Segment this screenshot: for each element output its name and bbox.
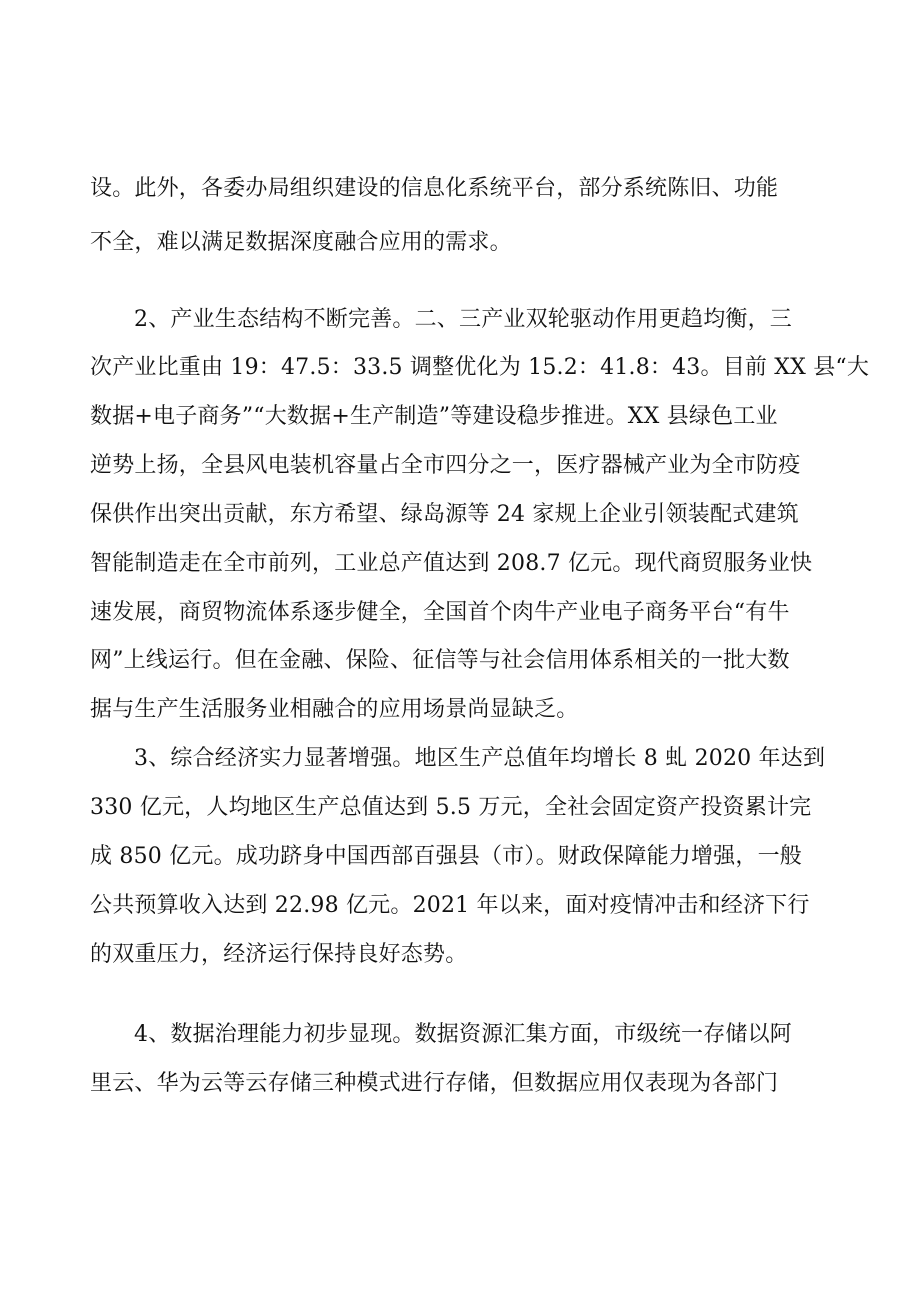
text-line: 设。此外，各委办局组织建设的信息化系统平台，部分系统陈旧、功能 [90,176,779,201]
paragraph-3-start: 3、综合经济实力显著增强。地区生产总值年均增长 8 虬 2020 年达到 [134,746,826,771]
text-line: 里云、华为云等云存储三种模式进行存储，但数据应用仅表现为各部门 [90,1071,779,1096]
text-line: 网”上线运行。但在金融、保险、征信等与社会信用体系相关的一批大数 [90,648,790,673]
text-line: 逆势上扬，全县风电装机容量占全市四分之一，医疗器械产业为全市防疫 [90,453,801,478]
paragraph-4-start: 4、数据治理能力初步显现。数据资源汇集方面，市级统一存储以阿 [134,1022,792,1047]
paragraph-2-start: 2、产业生态结构不断完善。二、三产业双轮驱动作用更趋均衡，三 [134,307,792,332]
text-line: 公共预算收入达到 22.98 亿元。2021 年以来，面对疫情冲击和经济下行 [90,893,810,918]
text-line: 330 亿元，人均地区生产总值达到 5.5 万元，全社会固定资产投资累计完 [90,795,812,820]
text-line: 不全，难以满足数据深度融合应用的需求。 [90,230,512,255]
text-line: 速发展，商贸物流体系逐步健全，全国首个肉牛产业电子商务平台“有牛 [90,600,790,625]
text-line: 智能制造走在全市前列，工业总产值达到 208.7 亿元。现代商贸服务业快 [90,551,813,576]
text-line: 的双重压力，经济运行保持良好态势。 [90,942,468,967]
text-line: 保供作出突出贡献，东方希望、绿岛源等 24 家规上企业引领装配式建筑 [90,502,799,527]
text-line: 据与生产生活服务业相融合的应用场景尚显缺乏。 [90,697,579,722]
text-line: 数据+电子商务”“大数据+生产制造”等建设稳步推进。XX 县绿色工业 [90,404,778,429]
text-line: 成 850 亿元。成功跻身中国西部百强县（市）。财政保障能力增强，一般 [90,844,802,869]
text-line: 次产业比重由 19：47.5：33.5 调整优化为 15.2：41.8：43。目前 XX 县“大 [90,355,870,380]
